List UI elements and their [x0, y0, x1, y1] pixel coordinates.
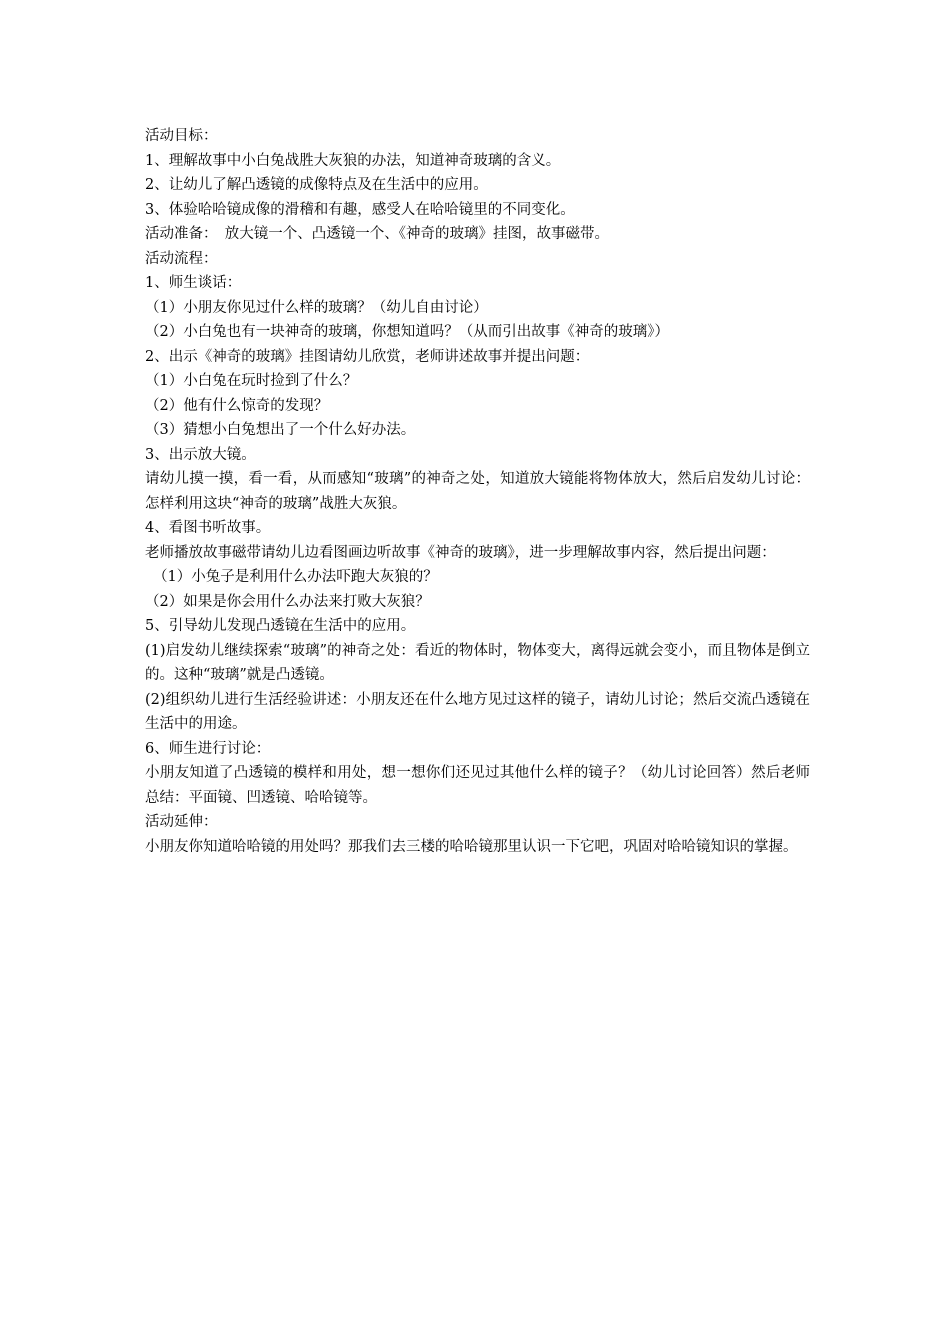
section-preparation: 活动准备： 放大镜一个、凸透镜一个、《神奇的玻璃》挂图，故事磁带。: [145, 226, 609, 242]
process-step-4-paragraph: 老师播放故事磁带请幼儿边看图画边听故事《神奇的玻璃》，进一步理解故事内容，然后提出问题：: [145, 544, 776, 561]
process-step-2-question-3: （3）猜想小白兔想出了一个什么好办法。: [145, 422, 416, 438]
process-step-5-item-1: (1)启发幼儿继续探索“玻璃”的神奇之处：看近的物体时，物体变大，离得远就会变小，而且物体是倒立的。这种“玻璃”就是凸透镜。: [145, 642, 810, 683]
process-step-2-question-1: （1）小白兔在玩时捡到了什么？: [145, 373, 358, 389]
process-step-1-question-1: （1）小朋友你见过什么样的玻璃？（幼儿自由讨论）: [145, 299, 488, 316]
process-step-4-question-2: （2）如果是你会用什么办法来打败大灰狼？: [145, 593, 430, 610]
process-step-5: 5、引导幼儿发现凸透镜在生活中的应用。: [145, 618, 416, 634]
process-step-6: 6、师生进行讨论：: [145, 740, 271, 757]
process-step-2: 2、出示《神奇的玻璃》挂图请幼儿欣赏，老师讲述故事并提出问题：: [145, 348, 590, 365]
goal-item-2: 2、让幼儿了解凸透镜的成像特点及在生活中的应用。: [145, 177, 488, 193]
process-step-1-question-2: （2）小白兔也有一块神奇的玻璃，你想知道吗？（从而引出故事《神奇的玻璃》）: [145, 324, 669, 340]
goal-item-3: 3、体验哈哈镜成像的滑稽和有趣，感受人在哈哈镜里的不同变化。: [145, 201, 575, 218]
section-heading-extension: 活动延伸：: [145, 814, 218, 830]
process-step-3: 3、出示放大镜。: [145, 446, 256, 463]
section-heading-goals: 活动目标：: [145, 128, 218, 144]
process-step-5-item-2: (2)组织幼儿进行生活经验讲述：小朋友还在什么地方见过这样的镜子，请幼儿讨论；然后交流凸透镜在生活中的用途。: [145, 691, 810, 732]
process-step-4-question-1: （1）小兔子是利用什么办法吓跑大灰狼的？: [153, 569, 438, 585]
document-body: [145, 124, 810, 859]
process-step-1: 1、师生谈话：: [145, 275, 242, 291]
process-step-2-question-2: （2）他有什么惊奇的发现？: [145, 397, 329, 414]
process-step-6-paragraph: 小朋友知道了凸透镜的模样和用处，想一想你们还见过其他什么样的镜子？（幼儿讨论回答）然后老师总结：平面镜、凹透镜、哈哈镜等。: [145, 765, 810, 806]
process-step-3-paragraph: 请幼儿摸一摸，看一看，从而感知“玻璃”的神奇之处，知道放大镜能将物体放大，然后启发幼儿讨论：怎样利用这块“神奇的玻璃”战胜大灰狼。: [145, 471, 810, 512]
extension-paragraph: 小朋友你知道哈哈镜的用处吗？那我们去三楼的哈哈镜那里认识一下它吧，巩固对哈哈镜知识的掌握。: [145, 838, 798, 855]
goal-item-1: 1、理解故事中小白兔战胜大灰狼的办法，知道神奇玻璃的含义。: [145, 152, 561, 169]
process-step-4: 4、看图书听故事。: [145, 520, 271, 536]
section-heading-process: 活动流程：: [145, 250, 218, 267]
